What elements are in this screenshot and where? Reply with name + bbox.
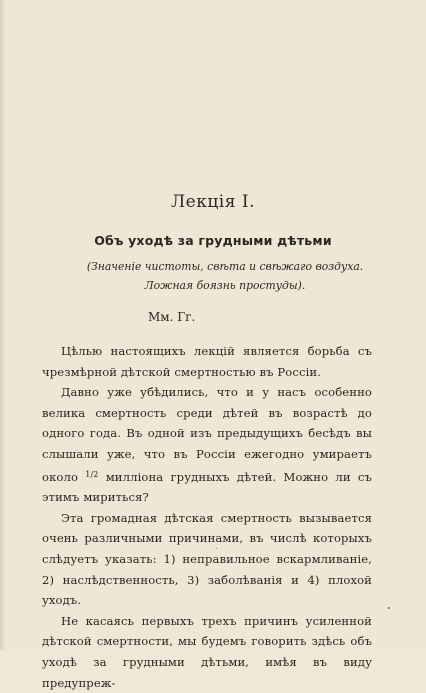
paper-speck xyxy=(388,607,390,609)
lecture-title: Лекція I. xyxy=(171,192,255,212)
page-binding-edge xyxy=(0,0,6,650)
lecture-subject: Объ уходѣ за грудными дѣтьми xyxy=(94,233,332,248)
paragraph-2-end: милліона грудныхъ дѣтей. Можно ли съ этимъ мириться? xyxy=(42,469,372,505)
paragraph-2 xyxy=(42,382,372,508)
paragraph-3: Эта громадная дѣтская смертность вызывается очень различными причинами, въ числѣ которыхъ слѣдуетъ указать: 1) неправильное вскармливаніе, 2) наслѣдственность, 3) заболѣванія и 4) плохой уходъ. xyxy=(42,510,372,608)
paper-speck xyxy=(216,548,217,549)
paragraph-1: Цѣлью настоящихъ лекцій является борьба съ чрезмѣрной дѣтской смертностью въ Россіи. xyxy=(42,344,372,379)
salutation: Мм. Гг. xyxy=(148,310,196,324)
paragraph-4: Не касаясь первыхъ трехъ причинъ усиленной дѣтской смертности, мы будемъ говорить здѣсь объ уходѣ за грудными дѣтьми, имѣя въ виду предупреж- xyxy=(42,613,372,690)
body-text xyxy=(42,341,372,693)
lecture-topics: (Значеніе чистоты, свѣта и свѣжаго воздуха. Ложная боязнь простуды). xyxy=(86,260,364,292)
fraction-one-half: 1/2 xyxy=(85,469,99,479)
paragraph-2-text: Давно уже убѣдились, что и у насъ особенно велика смертность среди дѣтей въ возрастѣ до одного года. Въ одной изъ предыдущихъ бесѣдъ вы слышали уже, что въ Россіи ежегодно умираетъ около xyxy=(42,385,372,484)
